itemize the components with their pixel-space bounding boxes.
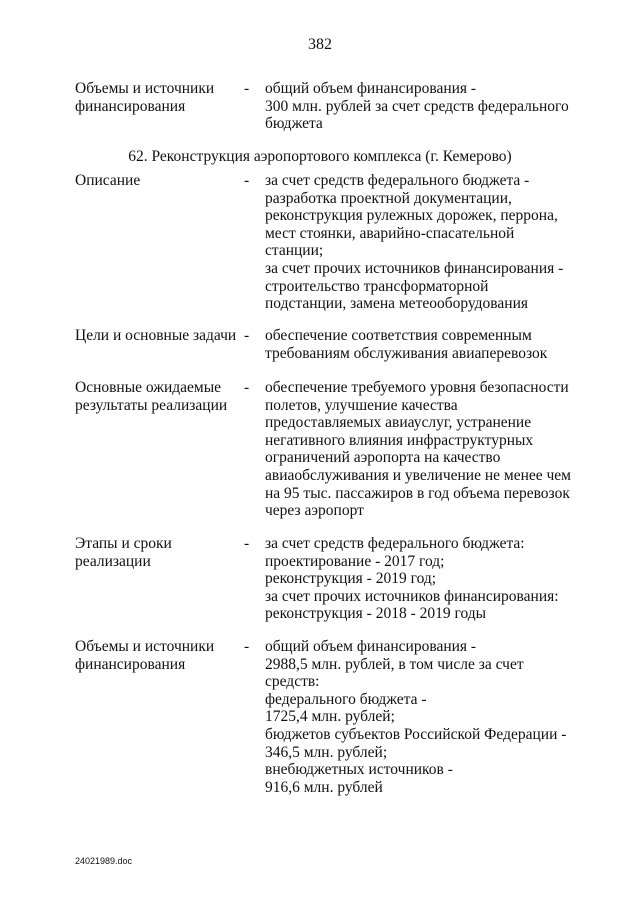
label-line: Этапы и сроки [75, 535, 172, 552]
row-value [265, 327, 595, 362]
value-line: за счет средств федерального бюджета - [265, 172, 530, 189]
value-line: подстанции, замена метеооборудования [265, 295, 529, 313]
value-line: общий объем финансирования - [265, 80, 477, 97]
value-line: разработка проектной документации, [265, 189, 512, 207]
row-dash: - [244, 379, 250, 396]
row-value [265, 638, 595, 796]
row-dash: - [244, 327, 250, 344]
file-name-footer: 24021989.doc [75, 856, 133, 866]
row-value [265, 379, 595, 520]
section-heading: 62. Реконструкция аэропортового комплекса (г. Кемерово) [128, 148, 512, 165]
value-line: полетов, улучшение качества [265, 396, 458, 414]
value-line: через аэропорт [265, 502, 364, 520]
label-line: реализации [75, 552, 151, 570]
row-dash: - [244, 535, 250, 552]
label-line: результаты реализации [75, 396, 228, 414]
value-line: обеспечение требуемого уровня безопасности [265, 379, 569, 396]
value-line: общий объем финансирования - [265, 638, 477, 655]
value-line: станции; [265, 242, 324, 260]
value-line: требованиям обслуживания авиаперевозок [265, 344, 548, 362]
value-line: 916,6 млн. рублей [265, 778, 383, 796]
value-line: строительство трансформаторной [265, 277, 489, 295]
value-line: бюджета [265, 115, 323, 133]
value-line: авиаобслуживания и увеличение не менее чем [265, 466, 571, 484]
row-dash: - [244, 172, 250, 189]
label-line: Цели и основные задачи [75, 327, 237, 344]
value-line: за счет прочих источников финансирования - [265, 259, 564, 277]
value-line: за счет прочих источников финансирования: [265, 587, 559, 605]
value-line: проектирование - 2017 год; [265, 552, 445, 570]
row-label [75, 172, 240, 190]
value-line: предоставляемых авиауслуг, устранение [265, 414, 532, 432]
row-value [265, 80, 595, 133]
value-line: мест стоянки, аварийно-спасательной [265, 224, 515, 242]
row-label [75, 80, 240, 115]
value-line: ограничений аэропорта на качество [265, 449, 501, 467]
value-line: негативного влияния инфраструктурных [265, 431, 534, 449]
value-line: за счет средств федерального бюджета: [265, 535, 525, 552]
row-label [75, 327, 240, 345]
row-dash: - [244, 80, 250, 97]
row-label [75, 379, 240, 414]
row-value [265, 172, 595, 313]
label-line: Описание [75, 172, 141, 189]
value-line: реконструкция рулежных дорожек, перрона, [265, 207, 558, 225]
label-line: финансирования [75, 655, 186, 673]
value-line: бюджетов субъектов Российской Федерации - [265, 725, 567, 743]
label-line: Объемы и источники [75, 80, 215, 97]
value-line: 300 млн. рублей за счет средств федерального [265, 97, 569, 115]
value-line: 346,5 млн. рублей; [265, 743, 388, 761]
value-line: на 95 тыс. пассажиров в год объема перевозок [265, 484, 570, 502]
value-line: федерального бюджета - [265, 690, 427, 708]
value-line: средств: [265, 673, 320, 691]
value-line: 1725,4 млн. рублей; [265, 708, 395, 726]
row-label [75, 535, 240, 570]
value-line: реконструкция - 2019 год; [265, 570, 437, 588]
label-line: финансирования [75, 97, 186, 115]
label-line: Основные ожидаемые [75, 379, 222, 396]
row-label [75, 638, 240, 673]
row-value [265, 535, 595, 623]
label-line: Объемы и источники [75, 638, 215, 655]
value-line: внебюджетных источников - [265, 761, 453, 779]
value-line: обеспечение соответствия современным [265, 327, 532, 344]
value-line: 2988,5 млн. рублей, в том числе за счет [265, 655, 524, 673]
page-number: 382 [308, 36, 332, 53]
row-dash: - [244, 638, 250, 655]
value-line: реконструкция - 2018 - 2019 годы [265, 605, 487, 623]
